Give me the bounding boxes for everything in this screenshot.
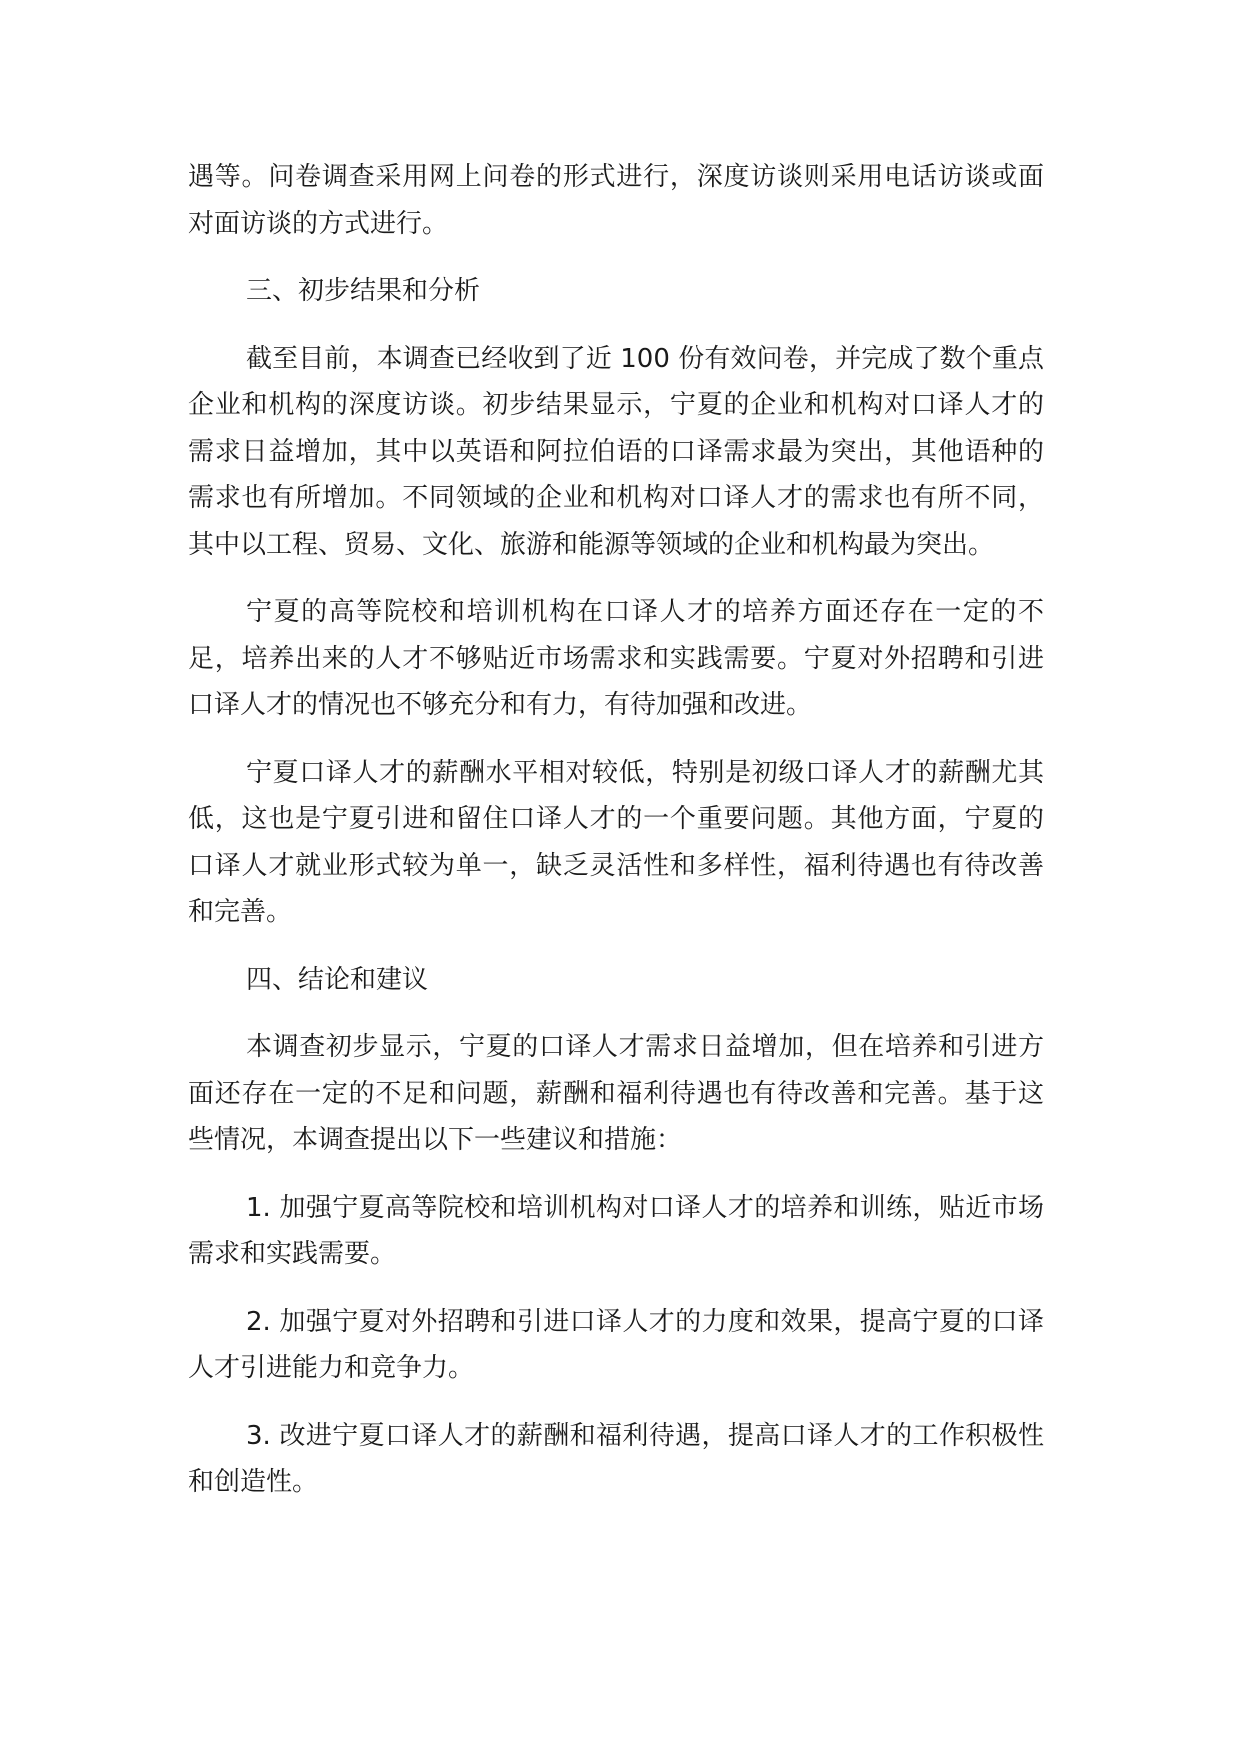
list-item-recommendation-1: 1. 加强宁夏高等院校和培训机构对口译人才的培养和训练，贴近市场需求和实践需要。 xyxy=(188,1192,1044,1269)
section-heading-conclusion: 四、结论和建议 xyxy=(246,964,429,995)
paragraph-continuation: 遇等。问卷调查采用网上问卷的形式进行，深度访谈则采用电话访谈或面对面访谈的方式进行。 xyxy=(188,162,1044,239)
section-heading-results: 三、初步结果和分析 xyxy=(246,276,481,306)
paragraph-salary: 宁夏口译人才的薪酬水平相对较低，特别是初级口译人才的薪酬尤其低，这也是宁夏引进和留住口译人才的一个重要问题。其他方面，宁夏的口译人才就业形式较为单一，缺乏灵活性和多样性，福利待遇也有待改善和完善。 xyxy=(188,757,1044,927)
paragraph-conclusion: 本调查初步显示，宁夏的口译人才需求日益增加，但在培养和引进方面还存在一定的不足和问题，薪酬和福利待遇也有待改善和完善。基于这些情况，本调查提出以下一些建议和措施： xyxy=(188,1032,1044,1155)
paragraph-survey-results: 截至目前，本调查已经收到了近 100 份有效问卷，并完成了数个重点企业和机构的深度访谈。初步结果显示，宁夏的企业和机构对口译人才的需求日益增加，其中以英语和阿拉伯语的口译需求最为突出，其他语种的需求也有所增加。不同领域的企业和机构对口译人才的需求也有所不同，其中以工程、贸易、文化、旅游和能源等领域的企业和机构最为突出。 xyxy=(188,343,1044,560)
list-item-recommendation-3: 3. 改进宁夏口译人才的薪酬和福利待遇，提高口译人才的工作积极性和创造性。 xyxy=(188,1420,1044,1497)
document-body xyxy=(188,154,1044,1527)
list-item-recommendation-2: 2. 加强宁夏对外招聘和引进口译人才的力度和效果，提高宁夏的口译人才引进能力和竞争力。 xyxy=(188,1306,1044,1383)
paragraph-training-gap: 宁夏的高等院校和培训机构在口译人才的培养方面还存在一定的不足，培养出来的人才不够贴近市场需求和实践需要。宁夏对外招聘和引进口译人才的情况也不够充分和有力，有待加强和改进。 xyxy=(188,597,1044,720)
